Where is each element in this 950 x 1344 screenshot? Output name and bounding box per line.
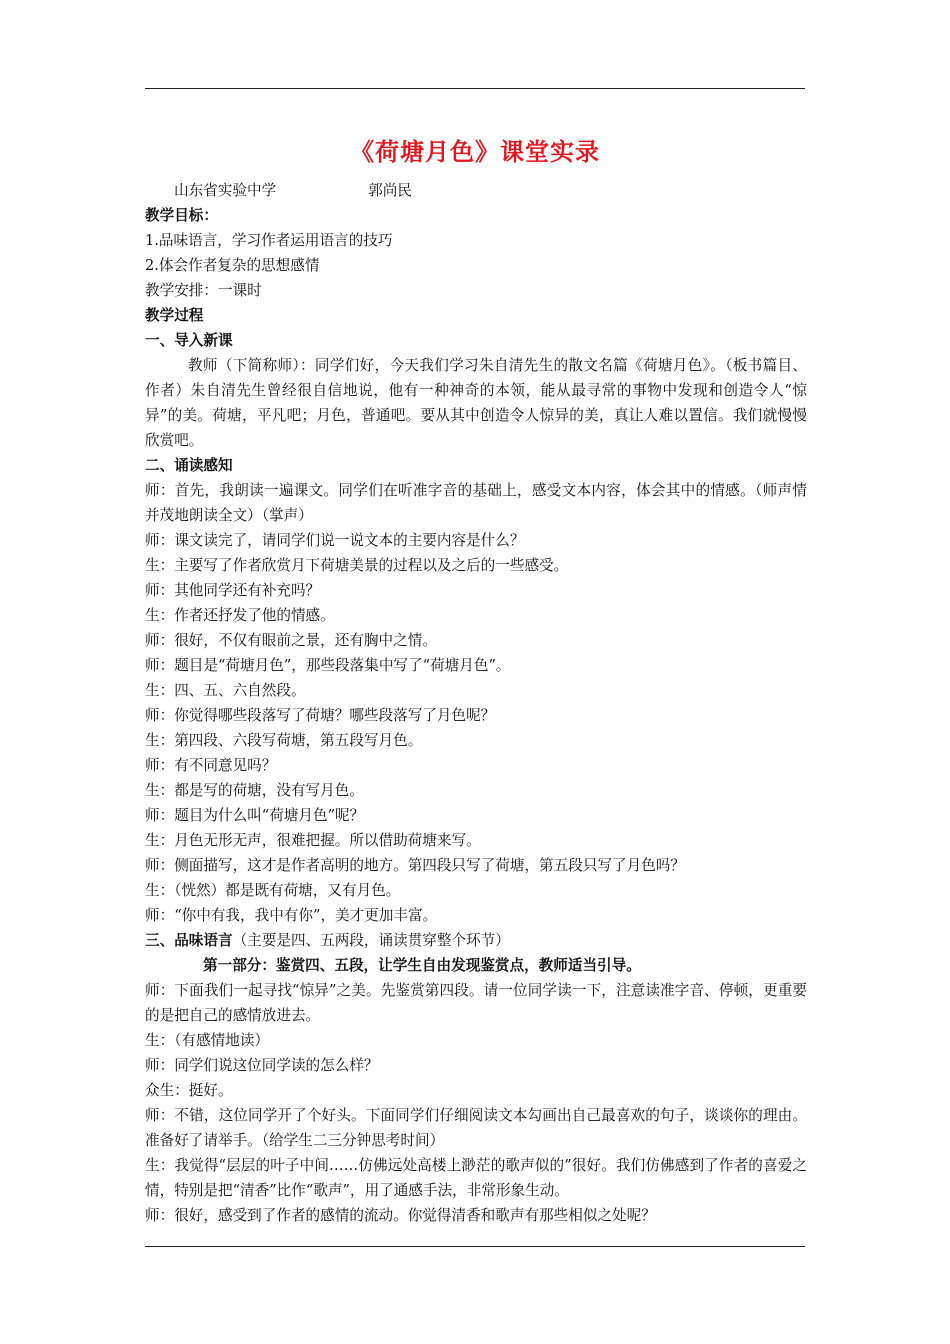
author-line (145, 178, 807, 203)
dialogue-list (145, 978, 807, 1228)
dialogue-line: 师：同学们说这位同学读的怎么样？ (145, 1057, 379, 1074)
dialogue-line: 师：你觉得哪些段落写了荷塘？哪些段落写了月色呢？ (145, 707, 496, 724)
document-body (145, 178, 807, 1228)
intro-paragraph: 教师（下简称师）：同学们好，今天我们学习朱自清先生的散文名篇《荷塘月色》。（板书篇目、作者）朱自清先生曾经很自信地说，他有一种神奇的本领，能从最寻常的事物中发现和创造令人“惊异”的美。荷塘，平凡吧；月色，普通吧。要从其中创造令人惊异的美，真让人难以置信。我们就慢慢欣赏吧。 (145, 357, 807, 449)
dialogue-line: 师：有不同意见吗？ (145, 757, 277, 774)
section-note: （主要是四、五两段，诵读贯穿整个环节） (232, 932, 510, 949)
section-label: 三、品味语言 (145, 932, 233, 949)
dialogue-line: 生：四、五、六自然段。 (145, 682, 306, 699)
part-heading: 第一部分：鉴赏四、五段，让学生自由发现鉴赏点，教师适当引导。 (203, 957, 641, 974)
section-heading: 一、导入新课 (145, 332, 233, 349)
goals-heading: 教学目标： (145, 207, 218, 224)
dialogue-line: 生：（有感情地读） (145, 1032, 270, 1049)
dialogue-line: 生：（恍然）都是既有荷塘，又有月色。 (145, 882, 401, 899)
dialogue-line: 师：“你中有我，我中有你”，美才更加丰富。 (145, 907, 438, 924)
document-title: 《荷塘月色》课堂实录 (350, 138, 600, 166)
goal-item: 1.品味语言，学习作者运用语言的技巧 (145, 232, 393, 249)
dialogue-line: 师：其他同学还有补充吗？ (145, 582, 321, 599)
dialogue-line: 师：不错，这位同学开了个好头。下面同学们仔细阅读文本勾画出自己最喜欢的句子，谈谈你的理由。准备好了请举手。（给学生二三分钟思考时间） (145, 1107, 807, 1149)
dialogue-line: 生：月色无形无声，很难把握。所以借助荷塘来写。 (145, 832, 481, 849)
dialogue-line: 众生：挺好。 (145, 1082, 233, 1099)
dialogue-line: 师：课文读完了，请同学们说一说文本的主要内容是什么？ (145, 532, 525, 549)
dialogue-list (145, 478, 807, 928)
dialogue-line: 生：都是写的荷塘，没有写月色。 (145, 782, 364, 799)
header-rule (145, 88, 805, 89)
footer-rule (145, 1246, 805, 1247)
author-name: 郭尚民 (368, 182, 412, 199)
dialogue-line: 师：很好，不仅有眼前之景，还有胸中之情。 (145, 632, 437, 649)
dialogue-line: 生：第四段、六段写荷塘，第五段写月色。 (145, 732, 423, 749)
process-heading: 教学过程 (145, 307, 204, 324)
dialogue-line: 生：主要写了作者欣赏月下荷塘美景的过程以及之后的一些感受。 (145, 557, 569, 574)
goal-item: 2.体会作者复杂的思想感情 (145, 257, 320, 274)
dialogue-line: 师：很好，感受到了作者的感情的流动。你觉得清香和歌声有那些相似之处呢？ (145, 1207, 656, 1224)
section-heading (145, 928, 807, 953)
section-heading: 二、诵读感知 (145, 457, 233, 474)
dialogue-line: 生：我觉得“层层的叶子中间……仿佛远处高楼上渺茫的歌声似的”很好。我们仿佛感到了作者的喜爱之情，特别是把“清香”比作“歌声”，用了通感手法，非常形象生动。 (145, 1157, 807, 1199)
school-name: 山东省实验中学 (174, 182, 277, 199)
dialogue-line: 师：侧面描写，这才是作者高明的地方。第四段只写了荷塘，第五段只写了月色吗？ (145, 857, 685, 874)
dialogue-line: 师：下面我们一起寻找“惊异”之美。先鉴赏第四段。请一位同学读一下，注意读准字音、停顿，更重要的是把自己的感情放进去。 (145, 982, 807, 1024)
dialogue-line: 师：题目为什么叫“荷塘月色”呢？ (145, 807, 365, 824)
dialogue-line: 师：题目是“荷塘月色”，那些段落集中写了“荷塘月色”。 (145, 657, 511, 674)
dialogue-line: 师：首先，我朗读一遍课文。同学们在听准字音的基础上，感受文本内容，体会其中的情感。（师声情并茂地朗读全文）（掌声） (145, 482, 807, 524)
arrangement-line: 教学安排：一课时 (145, 282, 262, 299)
dialogue-line: 生：作者还抒发了他的情感。 (145, 607, 335, 624)
